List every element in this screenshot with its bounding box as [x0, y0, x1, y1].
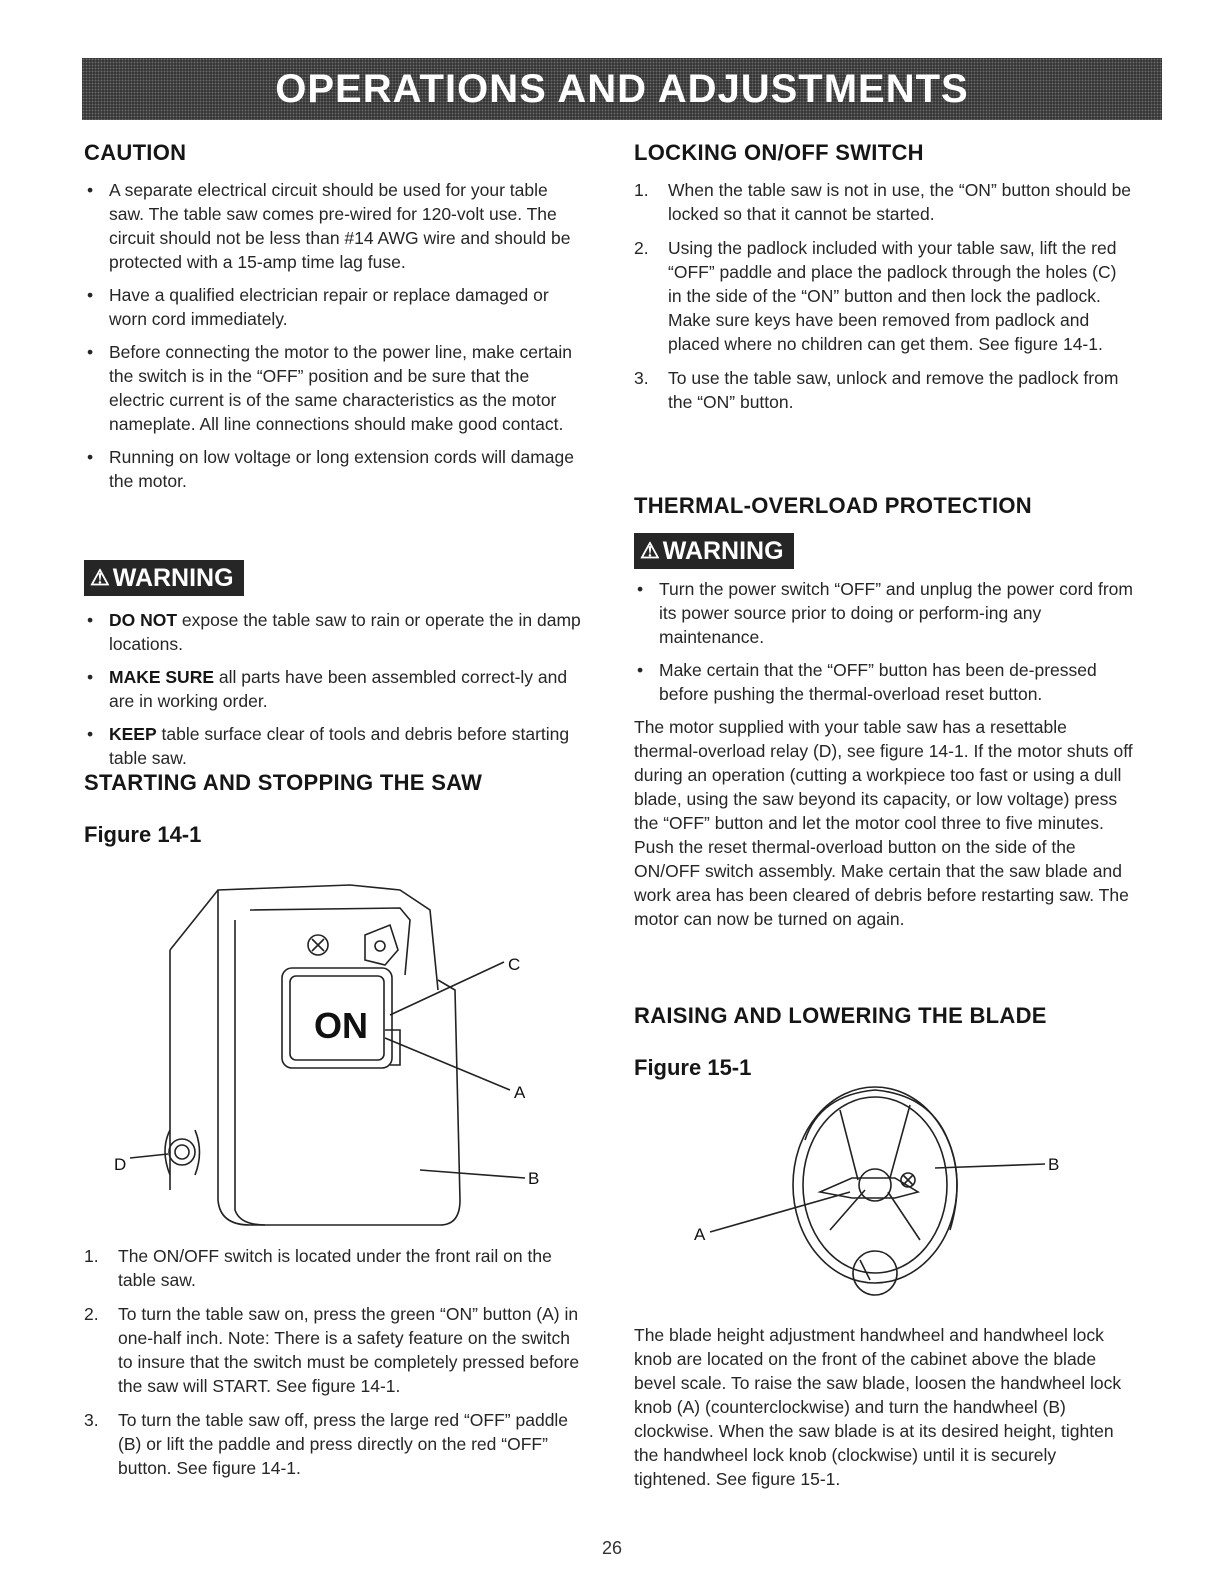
- caution-section: [84, 140, 584, 502]
- switch-figure: [100, 880, 560, 1230]
- warning-label: WARNING: [112, 563, 234, 592]
- callout-b: B: [528, 1169, 540, 1188]
- raising-heading: RAISING AND LOWERING THE BLADE: [634, 1003, 1047, 1028]
- raising-section: [634, 1003, 1134, 1081]
- step-text: To use the table saw, unlock and remove the padlock from the “ON” button.: [668, 368, 1119, 412]
- warning-label: WARNING: [662, 536, 784, 565]
- figure-14-1-label: Figure 14-1: [84, 822, 202, 847]
- warning-badge: [84, 560, 244, 596]
- locking-section: [634, 140, 1134, 424]
- warning-keyword: DO NOT: [109, 610, 178, 630]
- warning-badge: [634, 533, 794, 569]
- starting-step-list: [84, 1244, 584, 1480]
- step-text: To turn the table saw off, press the large red “OFF” paddle (B) or lift the paddle and press directly on the red “OFF” button. See figure 14-1.: [118, 1410, 569, 1478]
- thermal-paragraph: The motor supplied with your table saw has a resettable thermal-overload relay (D), see figure 14-1. If the motor shuts off during an operation (cutting a workpiece too fast or using a dull blade, using the saw beyond its capacity, or low voltage) press the “OFF” button and let the motor cool three to five minutes. Push the reset thermal-overload button on the side of the ON/OFF switch assembly. Make certain that the saw blade and work area has been cleared of debris before restarting saw. The motor can now be turned on again.: [634, 717, 1133, 929]
- step-number: 2.: [84, 1304, 99, 1324]
- figure-15-1-label: Figure 15-1: [634, 1055, 752, 1080]
- warning-text: table surface clear of tools and debris before starting table saw.: [109, 724, 570, 768]
- callout-d: D: [114, 1155, 127, 1174]
- warning-list: [84, 608, 584, 770]
- section-banner: [82, 58, 1162, 120]
- banner-title: OPERATIONS AND ADJUSTMENTS: [275, 66, 969, 111]
- caution-heading: CAUTION: [84, 140, 187, 165]
- callout-a: A: [694, 1225, 706, 1244]
- leader-a: [385, 1038, 510, 1090]
- callout-c: C: [508, 955, 521, 974]
- step-text: When the table saw is not in use, the “ON” button should be locked so that it cannot be started.: [668, 180, 1132, 224]
- caution-item: • Running on low voltage or long extension cords will damage the motor.: [84, 445, 584, 493]
- step-item: [84, 1244, 584, 1292]
- caution-item: • A separate electrical circuit should be used for your table saw. The table saw comes pre-wired for 120-volt use. The circuit should not be less than #14 AWG wire and should be protected with a 15-amp time lag fuse.: [84, 178, 584, 274]
- step-item: [634, 178, 1134, 226]
- step-text: The ON/OFF switch is located under the front rail on the table saw.: [118, 1246, 552, 1290]
- step-item: [84, 1408, 584, 1480]
- warning-text: expose the table saw to rain or operate the in damp locations.: [109, 610, 581, 654]
- callout-b: B: [1048, 1155, 1060, 1174]
- switch-housing: [218, 940, 460, 1225]
- warning-triangle-icon: ⚠: [90, 565, 110, 590]
- step-item: [634, 366, 1134, 414]
- warning-triangle-icon: ⚠: [640, 538, 660, 563]
- reset-button-icon: [169, 1139, 195, 1165]
- caution-item: • Before connecting the motor to the power line, make certain the switch is in the “OFF” position and be sure that the electric current is of the same characteristics as the motor nameplate. All line connections should make good contact.: [84, 340, 584, 436]
- step-number: 3.: [84, 1410, 99, 1430]
- page-number: 26: [601, 1538, 623, 1558]
- starting-heading: STARTING AND STOPPING THE SAW: [84, 770, 483, 795]
- step-item: [634, 236, 1134, 356]
- step-text: To turn the table saw on, press the green “ON” button (A) in one-half inch. Note: There is a safety feature on the switch to insure that the switch must be completely pressed before the saw will START. See figure 14-1.: [118, 1304, 580, 1396]
- step-number: 2.: [634, 238, 649, 258]
- locking-step-list: [634, 178, 1134, 414]
- starting-section: [84, 770, 584, 848]
- warning-item: [84, 665, 584, 713]
- warning-item: [84, 608, 584, 656]
- warning-section: [84, 560, 584, 779]
- on-button-label: ON: [314, 1005, 368, 1046]
- switch-bracket: [170, 885, 438, 990]
- raising-paragraph: The blade height adjustment handwheel and handwheel lock knob are located on the front of the cabinet above the blade bevel scale. To raise the saw blade, loosen the handwheel lock knob (A) (counterclockwise) and turn the handwheel (B) clockwise. When the saw blade is at its desired height, tighten the handwheel lock knob (clockwise) until it is securely tightened. See figure 15-1.: [634, 1325, 1122, 1489]
- starting-steps: [84, 1244, 584, 1490]
- thermal-heading: THERMAL-OVERLOAD PROTECTION: [634, 493, 1032, 518]
- warning-keyword: MAKE SURE: [109, 667, 215, 687]
- handwheel-hub: [859, 1169, 891, 1201]
- leader-d: [130, 1154, 168, 1158]
- leader-b: [420, 1170, 525, 1178]
- thermal-item: • Make certain that the “OFF” button has been de-pressed before pushing the thermal-overload reset button.: [634, 658, 1134, 706]
- step-item: [84, 1302, 584, 1398]
- caution-item: • Have a qualified electrician repair or replace damaged or worn cord immediately.: [84, 283, 584, 331]
- thermal-list: [634, 577, 1134, 706]
- handwheel-figure: [680, 1080, 1080, 1310]
- lock-knob: [820, 1178, 918, 1198]
- callout-a: A: [514, 1083, 526, 1102]
- caution-list: [84, 178, 584, 493]
- warning-text: all parts have been assembled correct-ly and are in working order.: [109, 667, 568, 711]
- leader-c: [390, 962, 504, 1015]
- step-text: Using the padlock included with your table saw, lift the red “OFF” paddle and place the padlock through the holes (C) in the side of the “ON” button and then lock the padlock. Make sure keys have been removed from padlock and placed where no children can get them. See figure 14-1.: [668, 238, 1117, 354]
- leader-a: [710, 1192, 850, 1232]
- locking-heading: LOCKING ON/OFF SWITCH: [634, 140, 924, 165]
- thermal-section: [634, 493, 1134, 931]
- thermal-item: • Turn the power switch “OFF” and unplug the power cord from its power source prior to doing or perform-ing any maintenance.: [634, 577, 1134, 649]
- leader-b: [935, 1164, 1045, 1168]
- step-number: 3.: [634, 368, 649, 388]
- step-number: 1.: [634, 180, 649, 200]
- warning-item: [84, 722, 584, 770]
- raising-text: [634, 1323, 1134, 1491]
- step-number: 1.: [84, 1246, 99, 1266]
- warning-keyword: KEEP: [109, 724, 157, 744]
